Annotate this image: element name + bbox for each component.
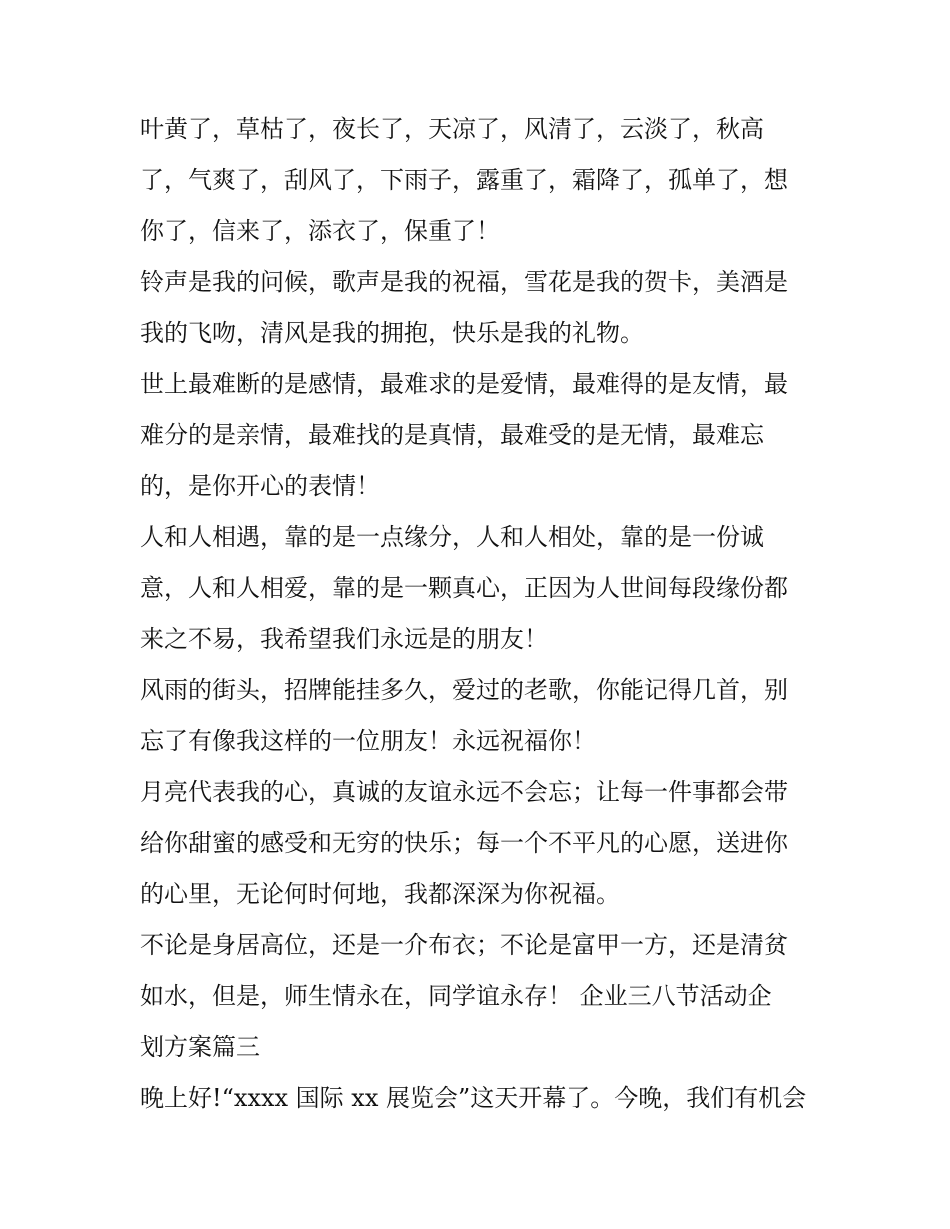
text-line: 不论是身居高位，还是一介布衣；不论是富甲一方，还是清贫 (140, 931, 788, 959)
text-line: 晚上好!“xxxx 国际 xx 展览会”这天开幕了。今晚，我们有机会 (140, 1084, 807, 1112)
document-body (140, 104, 820, 1124)
text-line: 来之不易，我希望我们永远是的朋友！ (140, 625, 548, 653)
text-line: 如水，但是，师生情永在，同学谊永存！ 企业三八节活动企 (140, 982, 772, 1010)
text-line: 给你甜蜜的感受和无穷的快乐；每一个不平凡的心愿，送进你 (140, 829, 788, 857)
text-line: 风雨的街头，招牌能挂多久，爱过的老歌，你能记得几首，别 (140, 676, 788, 704)
text-line: 划方案篇三 (140, 1033, 260, 1061)
text-line: 意，人和人相爱，靠的是一颗真心，正因为人世间每段缘份都 (140, 574, 788, 602)
text-line: 我的飞吻，清风是我的拥抱，快乐是我的礼物。 (140, 319, 644, 347)
text-line: 的，是你开心的表情！ (140, 472, 380, 500)
text-line: 世上最难断的是感情，最难求的是爱情，最难得的是友情，最 (140, 370, 788, 398)
text-line: 的心里，无论何时何地，我都深深为你祝福。 (140, 880, 620, 908)
text-line: 难分的是亲情，最难找的是真情，最难受的是无情，最难忘 (140, 421, 764, 449)
text-line: 你了，信来了，添衣了，保重了！ (140, 217, 500, 245)
text-line: 忘了有像我这样的一位朋友！永远祝福你！ (140, 727, 596, 755)
text-line: 了，气爽了，刮风了，下雨子，露重了，霜降了，孤单了，想 (140, 166, 788, 194)
text-line: 叶黄了，草枯了，夜长了，天凉了，风清了，云淡了，秋高 (140, 115, 764, 143)
text-line: 月亮代表我的心，真诚的友谊永远不会忘；让每一件事都会带 (140, 778, 788, 806)
text-line: 人和人相遇，靠的是一点缘分，人和人相处，靠的是一份诚 (140, 523, 764, 551)
text-line: 铃声是我的问候，歌声是我的祝福，雪花是我的贺卡，美酒是 (140, 268, 788, 296)
